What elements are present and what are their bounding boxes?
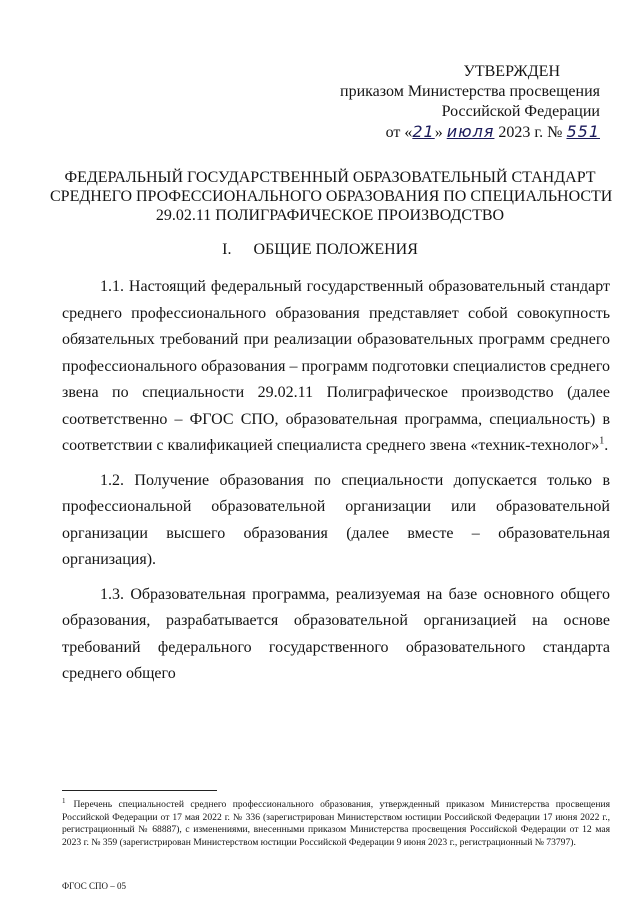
body-text [62,274,610,696]
section-number: I. [222,241,232,258]
paragraph-1-1-end: . [604,437,609,454]
footnote-divider [62,790,217,791]
document-title [50,168,613,225]
approval-block [300,62,600,143]
approval-country-line: Российской Федерации [441,103,600,120]
date-year: 2023 г. № [498,124,563,141]
approval-heading: УТВЕРЖДЕН [463,63,560,80]
paragraph-1-1-text: 1.1. Настоящий федеральный государственный образовательный стандарт среднего профессионального образования представляет собой совокупность обязательных требований при реализации образовательных программ среднего профессионального образования – программ подготовки специалистов среднего звена по специальности 29.02.11 Полиграфическое производство (далее соответственно – ФГОС СПО, образовательная программа, специальность) в соответствии с квалификацией специалиста среднего звена «техник-технолог» [62,278,610,454]
footnote [62,795,610,849]
handwritten-day: 21 [412,122,435,141]
approval-date-line [300,122,600,143]
title-line-1: ФЕДЕРАЛЬНЫЙ ГОСУДАРСТВЕННЫЙ ОБРАЗОВАТЕЛЬНЫЙ СТАНДАРТ [64,169,596,186]
section-title: ОБЩИЕ ПОЛОЖЕНИЯ [253,241,418,258]
paragraph-1-3: 1.3. Образовательная программа, реализуемая на базе основного общего образования, разрабатывается образовательной организацией на основе требований федерального государственного образовательного стандарта среднего общего [62,585,610,682]
handwritten-order-number: 551 [566,122,600,141]
title-line-3: 29.02.11 ПОЛИГРАФИЧЕСКОЕ ПРОИЗВОДСТВО [155,207,505,224]
approval-order-line: приказом Министерства просвещения [340,83,600,100]
document-code: ФГОС СПО – 05 [62,881,126,891]
footnote-mark: 1 [62,797,66,805]
date-mid: » [434,124,443,141]
handwritten-month: июля [446,122,495,141]
title-line-2: СРЕДНЕГО ПРОФЕССИОНАЛЬНОГО ОБРАЗОВАНИЯ ПО СПЕЦИАЛЬНОСТИ [50,188,613,205]
paragraph-1-2: 1.2. Получение образования по специальности допускается только в профессиональной образовательной организации или образовательной организации высшего образования (далее вместе – образовательная организация). [62,471,610,568]
paragraph-1-1 [62,274,610,460]
footnote-text: Перечень специальностей среднего профессионального образования, утвержденный приказом Министерства просвещения Российской Федерации от 17 мая 2022 г. № 336 (зарегистрирован Министерством юстиции Российской Федерации 17 июня 2022 г., регистрационный № 68887), с изменениями, внесенными приказом Министерства просвещения Российской Федерации от 12 мая 2023 г. № 359 (зарегистрирован Министерством юстиции Российской Федерации 9 июня 2023 г., регистрационный № 73797). [62,799,610,848]
date-prefix: от « [385,124,413,141]
footnote-reference: 1 [599,435,605,447]
section-heading [0,240,640,260]
